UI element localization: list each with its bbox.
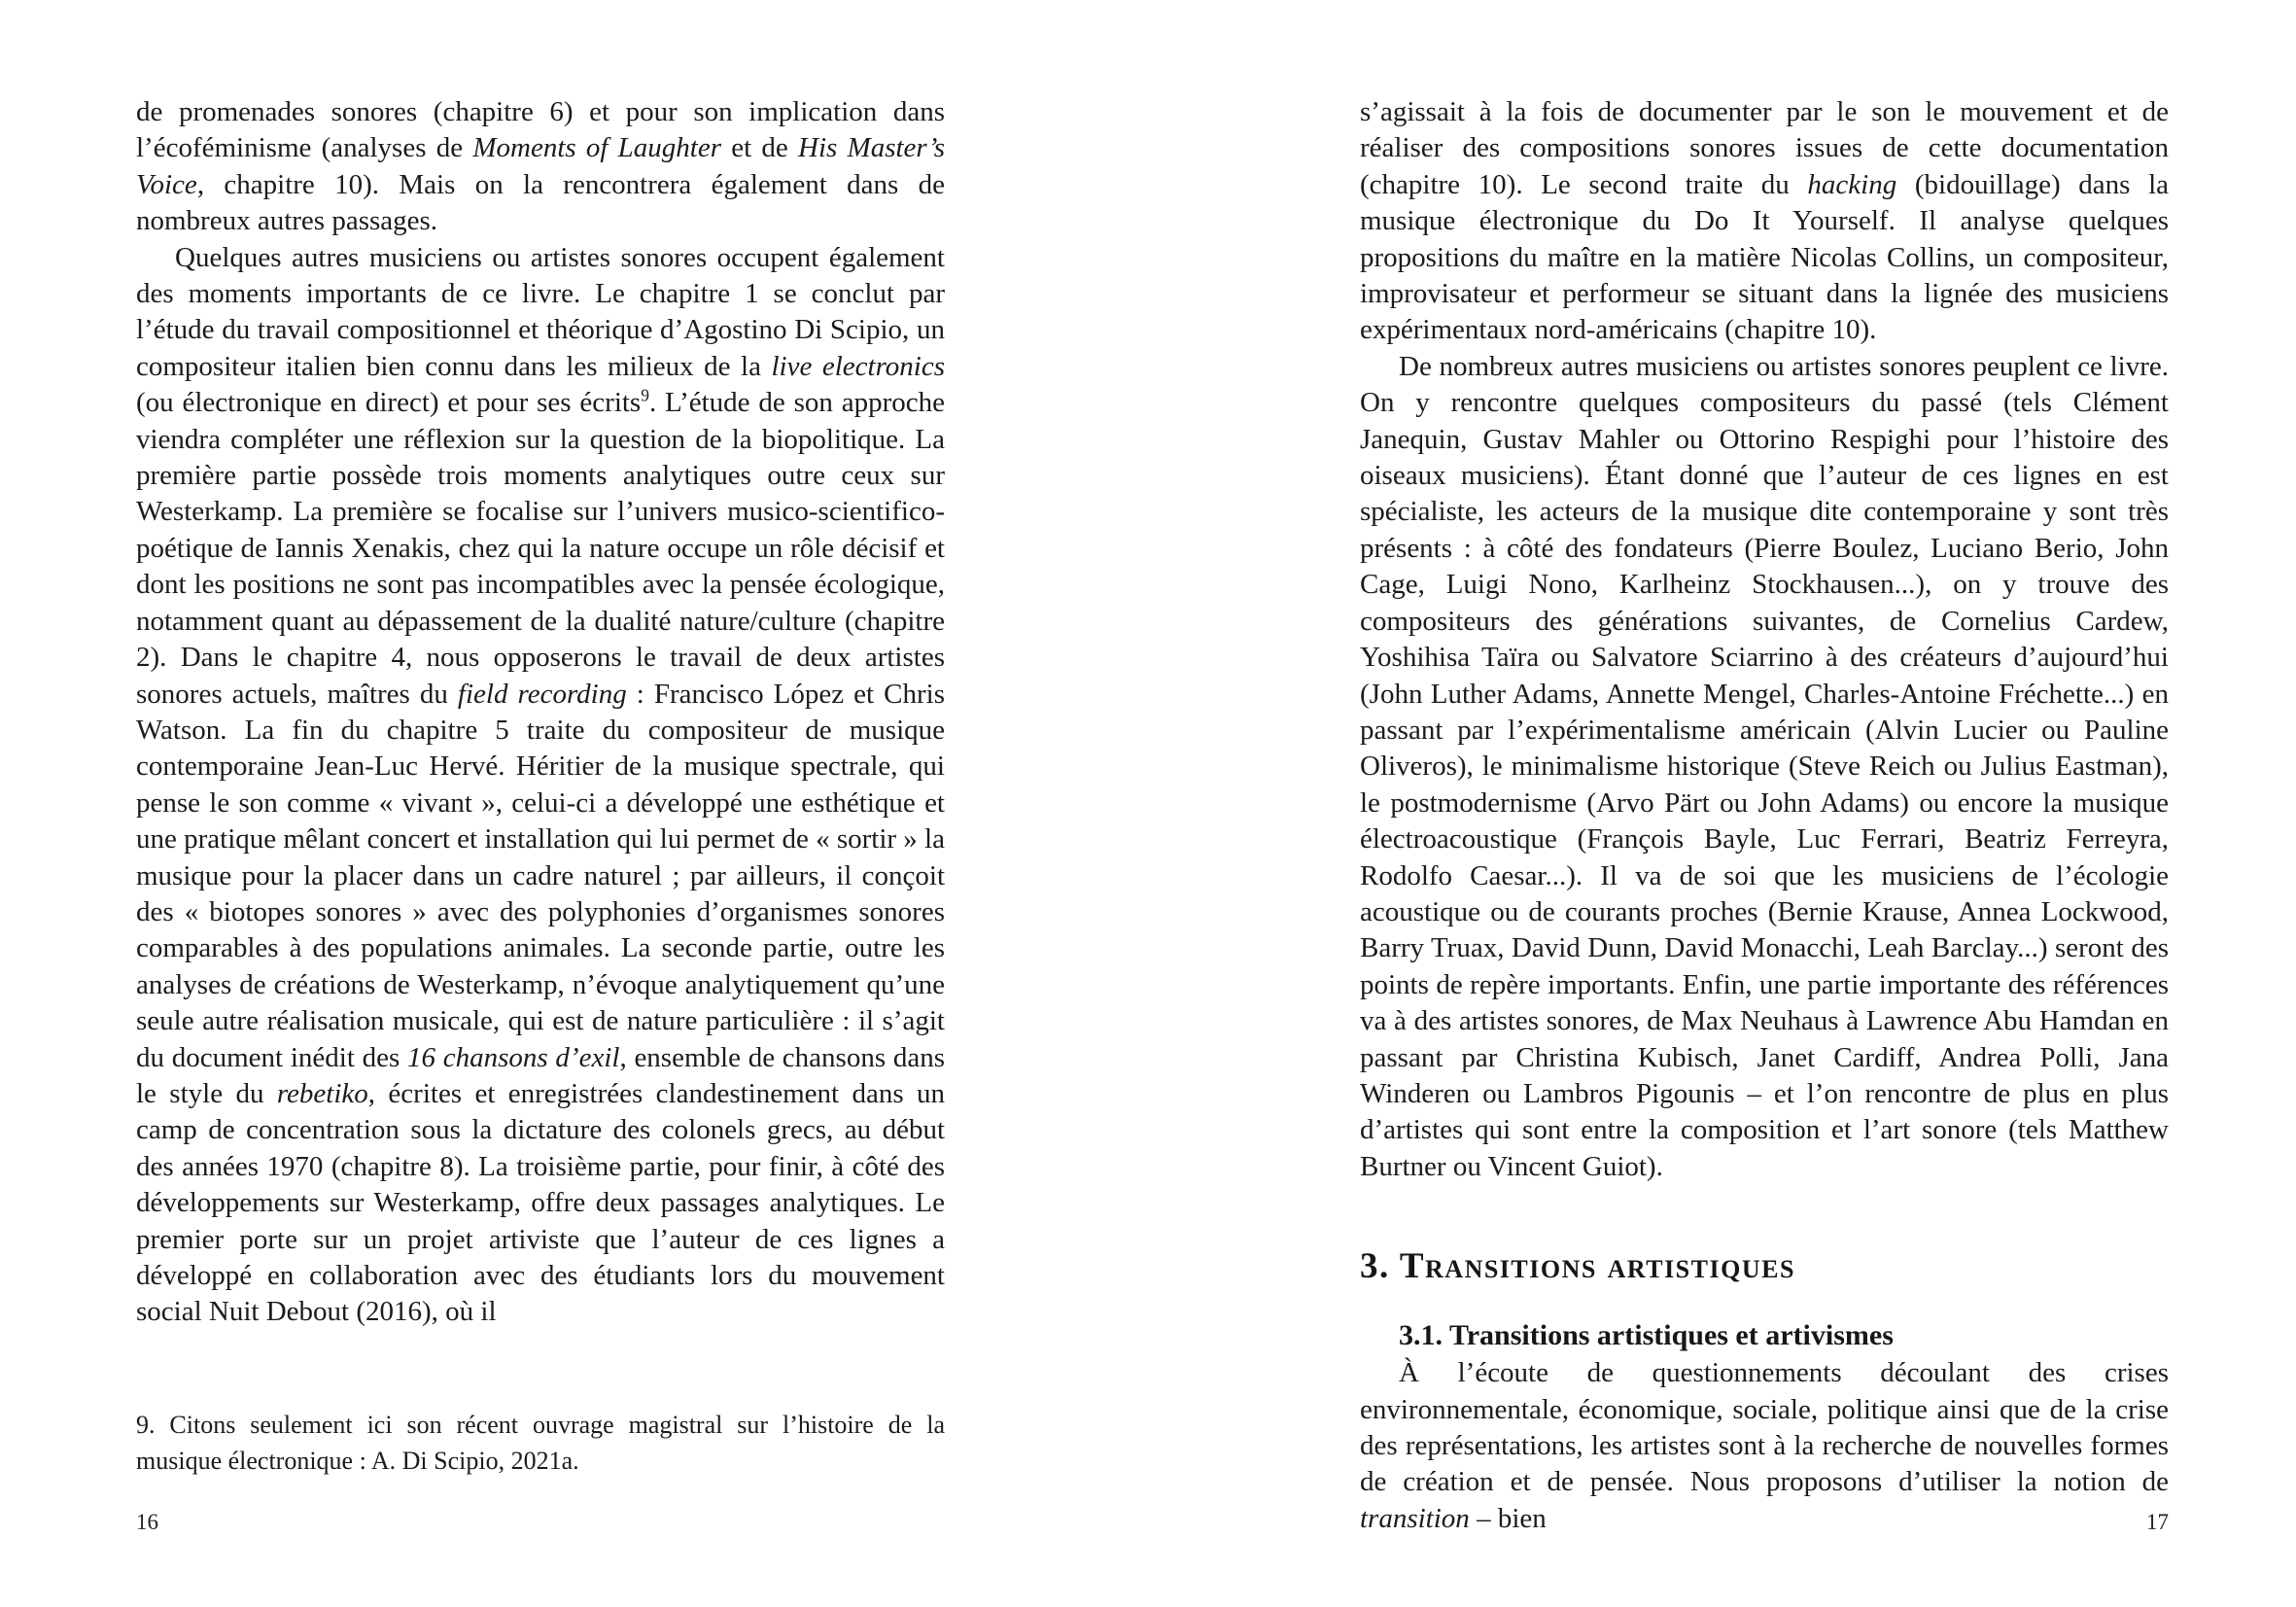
italic-title: rebetiko <box>276 1077 368 1109</box>
right-page-text-column <box>1360 94 2169 1537</box>
italic-title: Moments of Laughter <box>472 132 722 164</box>
section-heading: 3. Transitions artistiques <box>1360 1246 1795 1287</box>
paragraph: Quelques autres musiciens ou artistes sonores occupent également des moments importants de ce livre. Le chapitre 1 se conclut par l’étude du travail compositionnel et théorique d’Agostino Di Scipio, un compositeur italien bien connu dans les milieux de la live electronics (ou électronique en direct) et pour ses écrits$^9$. L’étude de son approche viendra compléter une réflexion sur la question de la biopolitique. La première partie possède trois moments analytiques outre ceux sur Westerkamp. La première se focalise sur l’univers musico-scientifico-poétique de Iannis Xenakis, chez qui la nature occupe un rôle décisif et dont les positions ne sont pas incompatibles avec la pensée écologique, notamment quant au dépassement de la dualité nature/culture (chapitre 2). Dans le chapitre 4, nous opposerons le travail de deux artistes sonores actuels, maîtres du field recording : Francisco López et Chris Watson. La fin du chapitre 5 traite du compositeur de musique contemporaine Jean-Luc Hervé. Héritier de la musique spectrale, qui pense le son comme « vivant », celui-ci a développé une esthétique et une pratique mêlant concert et installation qui lui permet de « sortir » la musique pour la placer dans un cadre naturel ; par ailleurs, il conçoit des « biotopes sonores » avec des polyphonies d’organismes sonores comparables à des populations animales. La seconde partie, outre les analyses de créations de Westerkamp, n’évoque analytiquement qu’une seule autre réalisation musicale, qui est de nature particulière : il s’agit du document inédit des 16 chansons d’exil, ensemble de chansons dans le style du rebetiko, écrites et enregistrées clandestinement dans un camp de concentration sous la dictature des colonels grecs, au début des années 1970 (chapitre 8). La troisième partie, pour finir, à côté des développements sur Westerkamp, offre deux passages analytiques. Le premier porte sur un projet artiviste que l’auteur de ces lignes a développé en collaboration avec des étudiants lors du mouvement social Nuit Debout (2016), où il <box>136 241 946 1328</box>
sub-heading: 3.1. Transitions artistiques et artivismes <box>1399 1319 1894 1352</box>
footnote-reference: 9 <box>641 385 649 405</box>
page-number-left: 16 <box>136 1510 158 1534</box>
left-page-text-column <box>136 94 945 1331</box>
paragraph: s’agissait à la fois de documenter par le son le mouvement et de réaliser des compositions sonores issues de cette documentation (chapitre 10). Le second traite du hacking (bidouillage) dans la musique électronique du Do It Yourself. Il analyse quelques propositions du maître en la matière Nicolas Collins, un compositeur, improvisateur et performeur se situant dans la lignée des musiciens expérimentaux nord-américains (chapitre 10). <box>1360 96 2169 346</box>
italic-title: hacking <box>1807 168 1897 200</box>
paragraph: De nombreux autres musiciens ou artistes sonores peuplent ce livre. On y rencontre quelques compositeurs du passé (tels Clément Janequin, Gustav Mahler ou Ottorino Respighi pour l’histoire des oiseaux musiciens). Étant donné que l’auteur de ces lignes en est spécialiste, les acteurs de la musique dite contemporaine y sont très présents : à côté des fondateurs (Pierre Boulez, Luciano Berio, John Cage, Luigi Nono, Karlheinz Stockhausen...), on y trouve des compositeurs des générations suivantes, de Cornelius Cardew, Yoshihisa Taïra ou Salvatore Sciarrino à des créateurs d’aujourd’hui (John Luther Adams, Annette Mengel, Charles-Antoine Fréchette...) en passant par l’expérimentalisme américain (Alvin Lucier ou Pauline Oliveros), le minimalisme historique (Steve Reich ou Julius Eastman), le postmodernisme (Arvo Pärt ou John Adams) ou encore la musique électroacoustique (François Bayle, Luc Ferrari, Beatriz Ferreyra, Rodolfo Caesar...). Il va de soi que les musiciens de l’écologie acoustique ou de courants proches (Bernie Krause, Annea Lockwood, Barry Truax, David Dunn, David Monacchi, Leah Barclay...) seront des points de repère importants. Enfin, une partie importante des références va à des artistes sonores, de Max Neuhaus à Lawrence Abu Hamdan en passant par Christina Kubisch, Janet Cardiff, Andrea Polli, Jana Winderen ou Lambros Pigounis – et l’on rencontre de plus en plus d’artistes qui sont entre la composition et l’art sonore (tels Matthew Burtner ou Vincent Guiot). <box>1360 350 2169 1182</box>
italic-title: transition <box>1360 1502 1470 1534</box>
italic-title: His Master’s Voice <box>136 132 945 200</box>
italic-title: 16 chansons d’exil <box>407 1041 620 1073</box>
paragraph: de promenades sonores (chapitre 6) et pour son implication dans l’écoféminisme (analyses de Moments of Laughter et de His Master’s Voice, chapitre 10). Mais on la rencontrera également dans de nombreux autres passages. <box>136 96 945 237</box>
paragraph: À l’écoute de questionnements découlant des crises environnementale, économique, sociale, politique ainsi que de la crise des représentations, les artistes sont à la recherche de nouvelles formes de création et de pensée. Nous proposons d’utiliser la notion de transition – bien <box>1360 1357 2169 1534</box>
italic-title: field recording <box>457 678 627 710</box>
page-number-right: 17 <box>2146 1510 2169 1534</box>
footnote: 9. Citons seulement ici son récent ouvrage magistral sur l’histoire de la musique électronique : A. Di Scipio, 2021a. <box>136 1411 945 1475</box>
italic-title: live electronics <box>771 350 946 382</box>
